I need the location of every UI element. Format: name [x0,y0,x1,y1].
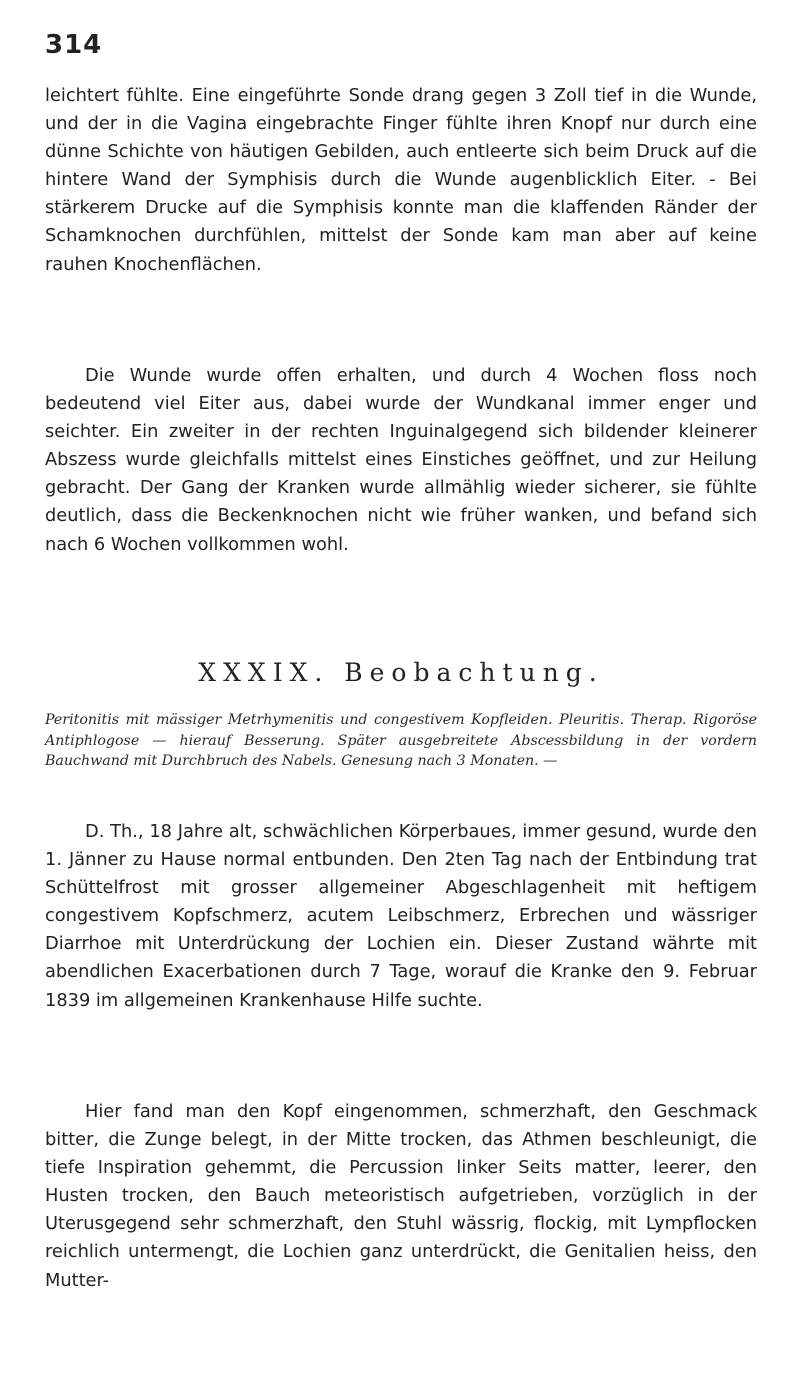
paragraph-2: Die Wunde wurde offen erhalten, und durch 4 Wochen floss noch bedeutend viel Eiter aus, dabei wurde der Wundkanal immer enger und seichter. Ein zweiter in der rechten Inguinalgegend sich bildender kleinerer Abszess wurde gleichfalls mittelst eines Einstiches geöffnet, und zur Heilung gebracht. Der Gang der Kranken wurde allmählig wieder sicherer, sie fühlte deutlich, dass die Beckenknochen nicht wie früher wanken, und befand sich nach 6 Wochen vollkommen wohl. [45,365,757,555]
paragraph-4: Hier fand man den Kopf eingenommen, schmerzhaft, den Geschmack bitter, die Zunge belegt, in der Mitte trocken, das Athmen beschleunigt, die tiefe Inspiration gehemmt, die Percussion linker Seits matter, leerer, den Husten trocken, den Bauch meteoristisch aufgetrieben, vorzüglich in der Uterusgegend sehr schmerzhaft, den Stuhl wässrig, flockig, mit Lympflocken reichlich untermengt, die Lochien ganz unterdrückt, die Genitalien heiss, den Mutter- [45,1101,757,1291]
case-summary: Peritonitis mit mässiger Metrhymenitis und congestivem Kopfleiden. Pleuritis. Therap. Rigoröse Antiphlogose — hierauf Besserung. Später ausgebreitete Abscessbildung in der vordern Bauchwand mit Durchbruch des Nabels. Genesung nach 3 Monaten. — [45,712,757,769]
paragraph-3: D. Th., 18 Jahre alt, schwächlichen Körperbaues, immer gesund, wurde den 1. Jänner zu Hause normal entbunden. Den 2ten Tag nach der Entbindung trat Schüttelfrost mit grosser allgemeiner Abgeschlagenheit mit heftigem congestivem Kopfschmerz, acutem Leibschmerz, Erbrechen und wässriger Diarrhoe mit Unterdrückung der Lochien ein. Dieser Zustand währte mit abendlichen Exacerbationen durch 7 Tage, worauf die Kranke den 9. Februar 1839 im allgemeinen Krankenhause Hilfe suchte. [45,821,757,1011]
section-heading: XXXIX. Beobachtung. [198,658,604,687]
page-number: 314 [45,30,103,60]
paragraph-1: leichtert fühlte. Eine eingeführte Sonde drang gegen 3 Zoll tief in die Wunde, und der in die Vagina eingebrachte Finger fühlte ihren Knopf nur durch eine dünne Schichte von häutigen Gebilden, auch entleerte sich beim Druck auf die hintere Wand der Symphisis durch die Wunde augenblicklich Eiter. - Bei stärkerem Drucke auf die Symphisis konnte man die klaffenden Ränder der Schamknochen durchfühlen, mittelst der Sonde kam man aber auf keine rauhen Knochenflächen. [45,85,757,275]
